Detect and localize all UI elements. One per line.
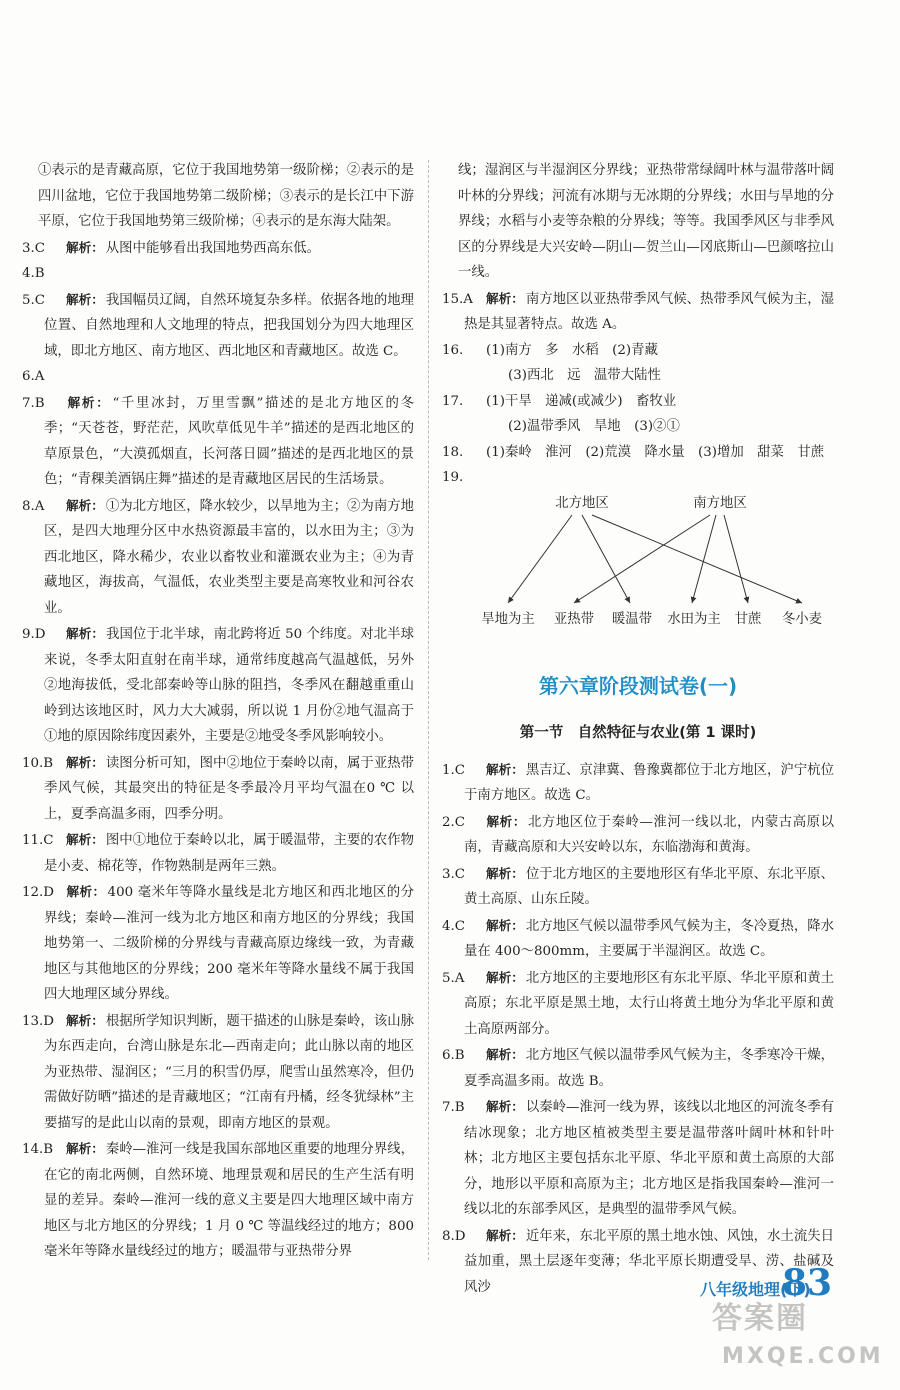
- answer-number: 14.B: [22, 1142, 54, 1157]
- answer-item: [22, 235, 414, 262]
- analysis-label: 解析：: [66, 394, 111, 410]
- answer-number: 7.B: [442, 1100, 465, 1115]
- answer-number: 3.C: [22, 240, 46, 256]
- link-north-dry: [508, 515, 572, 603]
- fill-blank: 水稻: [571, 342, 599, 358]
- analysis-label: 解析：: [66, 1141, 104, 1156]
- fill-blank: (1)干旱: [486, 393, 532, 409]
- matching-lines: [442, 495, 834, 645]
- answer-text: 黑吉辽、京津冀、鲁豫冀都位于北方地区，沪宁杭位于南方地区。故选 C。: [464, 762, 835, 803]
- answer-text: 400 毫米年等降水量线是北方地区和西北地区的分界线；秦岭—淮河一线为北方地区和南方地区的分界线；我国地势第一、二级阶梯的分界线与青藏高原边缘线一致，为青藏地区与其他地区的分界线；200 毫米年等降水量线不属于我国四大地理区域分界线。: [44, 885, 414, 1002]
- answer-text: 近年来，东北平原的黑土地水蚀、风蚀，水土流失日益加重，黑土层逐年变薄；华北平原长期遭受旱、涝、盐碱及风沙: [464, 1228, 835, 1295]
- answer-text: 南方地区以亚热带季风气候、热带季风气候为主，湿热是其显著特点。故选 A。: [464, 291, 835, 332]
- analysis-label: 解析：: [486, 969, 524, 985]
- watermark: [712, 1300, 884, 1376]
- fill-blank: (1)南方: [486, 342, 532, 358]
- diagram-node-north: 北方地区: [555, 495, 609, 511]
- fill-blank: (3)增加: [698, 444, 744, 460]
- analysis-label: 解析：: [66, 626, 105, 641]
- answer-number: 17.: [442, 393, 464, 409]
- chapter-title: 第六章阶段测试卷(一): [538, 673, 738, 698]
- fill-blank: (1)秦岭: [486, 444, 532, 460]
- answer-text: 图中①地位于秦岭以北，属于暖温带，主要的农作物是小麦、棉花等，作物熟制是两年三熟。: [44, 833, 415, 874]
- answer-number: 6.B: [442, 1048, 465, 1063]
- analysis-label: 解析：: [66, 239, 104, 255]
- answer-item: [442, 913, 834, 965]
- analysis-label: 解析：: [486, 1099, 524, 1114]
- answer-number: 16.: [442, 342, 464, 358]
- answer-text: 以秦岭—淮河一线为界，该线以北地区的河流冬季有结冰现象；北方地区植被类型主要是温带落叶阔叶林和针叶林；北方地区主要包括东北平原、华北平原和黄土高原的大部分，地形以平原和高原为主；北方地区是指我国秦岭—淮河一线以北的东部季风区，是典型的温带季风气候。: [464, 1100, 835, 1217]
- answer-text: 北方地区气候以温带季风气候为主，冬冷夏热，降水量在 400～800mm，主要属于半湿润区。故选 C。: [464, 918, 835, 959]
- answer-number: 5.A: [442, 970, 465, 986]
- fill-blank: 远: [567, 368, 581, 383]
- answer-item: [442, 1094, 834, 1223]
- answer-text: “千里冰封，万里雪飘”描述的是北方地区的冬季；“天苍苍，野茫茫，风吹草低见牛羊”描述的是西北地区的草原景色，“大漠孤烟直，长河落日圆”描述的是西北地区的景色；“青稞美酒锅庄舞”描述的是青藏地区居民的生活场景。: [44, 395, 414, 487]
- fill-blank: 淮河: [545, 444, 572, 460]
- watermark-url: MXQE.COM: [722, 1344, 884, 1369]
- fill-blank: (2)青藏: [612, 342, 658, 358]
- analysis-label: 解析：: [486, 813, 526, 829]
- answer-item: [22, 750, 414, 828]
- analysis-label: 解析：: [66, 291, 104, 307]
- diagram-node-winter-wheat: 冬小麦: [781, 611, 823, 627]
- answer-item: [22, 261, 414, 287]
- answer-15: [442, 286, 834, 338]
- answer-item: [22, 390, 414, 493]
- answer-text: ①表示的是青藏高原，它位于我国地势第一级阶梯；②表示的是四川盆地，它位于我国地势第二级阶梯；③表示的是长江中下游平原，它位于我国地势第三级阶梯；④表示的是东海大陆架。: [38, 163, 414, 229]
- answer-item: [22, 364, 414, 390]
- analysis-label: 解析：: [486, 761, 524, 777]
- diagram-node-paddy: 水田为主: [667, 611, 721, 627]
- answer-text: 我国幅员辽阔，自然环境复杂多样。依据各地的地理位置、自然地理和人文地理的特点，把我国划分为四大地理区域，即北方地区、南方地区、西北地区和青藏地区。故选 C。: [44, 292, 415, 359]
- fill-blank: 递减(或减少): [545, 393, 623, 409]
- answer-text: ①为北方地区，降水较少，以旱地为主；②为南方地区，是四大地理分区中水热资源最丰富的，以水田为主；③为西北地区，降水稀少，农业以畜牧业和灌溉农业为主；④为青藏地区，海拔高，气温低，农业类型主要是高寒牧业和河谷农业。: [44, 498, 415, 616]
- fill-blank: (2)温带季风: [508, 419, 581, 434]
- link-north-wheat: [592, 515, 802, 603]
- answer-text: 根据所学知识判断，题干描述的山脉是秦岭，该山脉为东西走向，台湾山脉是东北—西南走向；此山脉以南的地区为亚热带、湿润区；“三月的积雪仍厚，爬雪山虽然寒冷，但仍需做好防晒”描述的是青藏地区；“江南有丹橘，经冬犹绿林”主要描写的是此山以南的景观，即南方地区的景观。: [44, 1013, 415, 1131]
- link-south-cane: [724, 515, 748, 603]
- fill-blank: 旱地: [593, 419, 621, 434]
- right-column: [442, 158, 834, 1300]
- answer-item: [22, 287, 414, 365]
- answer-item: [442, 1042, 834, 1094]
- analysis-label: 解析：: [486, 865, 524, 881]
- answer-17: [442, 389, 834, 440]
- answer-text: 我国位于北半球，南北跨将近 50 个纬度。对北半球来说，冬季太阳直射在南半球，通常纬度越高气温越低，另外②地海拔低，受北部秦岭等山脉的阻挡，冬季风在翻越重重山岭到达该地区时，风力大大减弱，所以说 1 月份②地气温高于①地的原因除纬度因素外，主要是②地受冬季风影响较小。: [44, 627, 414, 744]
- fill-blank: ①: [666, 419, 680, 434]
- fill-blank: (3)②: [634, 419, 667, 434]
- analysis-label: 解析：: [66, 832, 104, 847]
- answer-item: [22, 827, 414, 879]
- answer-item: [442, 809, 834, 861]
- answer-number: 10.B: [22, 755, 54, 771]
- answer-number: 18.: [442, 444, 464, 460]
- analysis-label: 解析：: [486, 1227, 524, 1243]
- analysis-label: 解析：: [66, 754, 104, 770]
- answer-text: 从图中能够看出我国地势西高东低。: [105, 240, 321, 256]
- answer-number: 9.D: [22, 627, 46, 642]
- diagram-node-dryland: 旱地为主: [481, 611, 535, 627]
- diagram-node-subtropical: 亚热带: [553, 611, 595, 627]
- analysis-label: 解析：: [66, 497, 104, 513]
- answer-14-continued: 线；湿润区与半湿润区分界线；亚热带常绿阔叶林与温带落叶阔叶林的分界线；河流有冰期与无冰期的分界线；水田与旱地的分界线；水稻与小麦等杂粮的分界线；等等。我国季风区与非季风区的分界线是大兴安岭—阴山—贺兰山—冈底斯山—巴颜喀拉山一线。: [458, 163, 834, 280]
- answer-18: [442, 440, 834, 466]
- answer-19: [442, 465, 834, 491]
- fill-blank: 甜菜: [757, 444, 784, 460]
- answer-number: 2.C: [442, 814, 466, 830]
- answer-number: 3.C: [442, 866, 466, 882]
- fill-blank: 甘蔗: [797, 444, 825, 460]
- answer-text: 秦岭—淮河一线是我国东部地区重要的地理分界线，在它的南北两侧，自然环境、地理景观和居民的生产生活有明显的差异。秦岭—淮河一线的意义主要是四大地理区域中南方地区与北方地区的分界线；1 月 0 ℃ 等温线经过的地方；800 毫米年等降水量线经过的地方；暖温带与亚热带分界: [44, 1142, 415, 1259]
- answer-number: 1.C: [442, 762, 466, 778]
- link-south-subtrop: [574, 515, 710, 603]
- analysis-label: 解析：: [486, 917, 524, 933]
- answer-16: [442, 338, 834, 389]
- answer-number: 4.B: [22, 266, 45, 281]
- column-divider: [428, 160, 429, 1260]
- answer-item: [22, 158, 414, 235]
- analysis-label: 解析：: [486, 290, 524, 306]
- analysis-label: 解析：: [486, 1047, 524, 1062]
- answer-number: 12.D: [22, 885, 55, 900]
- answer-number: 11.C: [22, 833, 54, 848]
- fill-blank: (3)西北: [508, 368, 554, 383]
- answer-item: [442, 757, 834, 809]
- answer-item: [442, 861, 834, 913]
- answer-number: 15.A: [442, 291, 473, 307]
- fill-blank: 多: [545, 342, 559, 358]
- matching-diagram: [442, 495, 834, 645]
- section-answers: [442, 757, 834, 1301]
- answer-number: 4.C: [442, 918, 466, 934]
- answer-text: 北方地区位于秦岭—淮河一线以北，内蒙古高原以南，青藏高原和大兴安岭以东，东临渤海和黄海。: [464, 814, 835, 855]
- fill-blank: 畜牧业: [635, 393, 677, 409]
- answer-item: [442, 965, 834, 1043]
- analysis-label: 解析：: [66, 1012, 104, 1028]
- page-number: 83: [782, 1262, 833, 1304]
- answer-text: 读图分析可知，图中②地位于秦岭以南，属于亚热带季风气候，其最突出的特征是冬季最冷月平均气温在0 ℃ 以上，夏季高温多雨，四季分明。: [44, 755, 415, 822]
- watermark-text: 答案圈: [712, 1301, 808, 1336]
- answer-item: [22, 493, 414, 622]
- fill-blank: 温带大陆性: [593, 368, 661, 383]
- answer-text: 位于北方地区的主要地形区有华北平原、东北平原、黄土高原、山东丘陵。: [464, 866, 835, 907]
- diagram-node-sugarcane: 甘蔗: [734, 611, 762, 627]
- analysis-label: 解析：: [66, 884, 106, 899]
- answer-item: [22, 621, 414, 750]
- answer-item: [22, 879, 414, 1008]
- answer-text: 北方地区的主要地形区有东北平原、华北平原和黄土高原；东北平原是黑土地，太行山将黄土地分为华北平原和黄土高原两部分。: [464, 970, 835, 1037]
- section-title: 第一节 自然特征与农业(第 1 课时): [519, 724, 757, 741]
- answer-item: [22, 1008, 414, 1137]
- left-column: [22, 158, 414, 1265]
- fill-blank: 降水量: [644, 444, 685, 460]
- link-south-paddy: [692, 515, 716, 603]
- answer-text: 北方地区气候以温带季风气候为主，冬季寒冷干燥，夏季高温多雨。故选 B。: [464, 1048, 835, 1089]
- answer-number: 8.D: [442, 1228, 466, 1244]
- diagram-node-warm-temperate: 暖温带: [611, 611, 653, 627]
- answer-number: 19.: [442, 470, 464, 485]
- answer-number: 8.A: [22, 498, 45, 514]
- grade-subject-label: 八年级地理(下): [700, 1280, 811, 1299]
- answer-number: 13.D: [22, 1013, 55, 1029]
- answer-number: 7.B: [22, 395, 45, 411]
- diagram-node-south: 南方地区: [693, 495, 747, 511]
- answer-number: 5.C: [22, 292, 46, 308]
- answer-number: 6.A: [22, 369, 45, 384]
- fill-blank: (2)荒漠: [585, 444, 632, 460]
- answer-item: [22, 1136, 414, 1265]
